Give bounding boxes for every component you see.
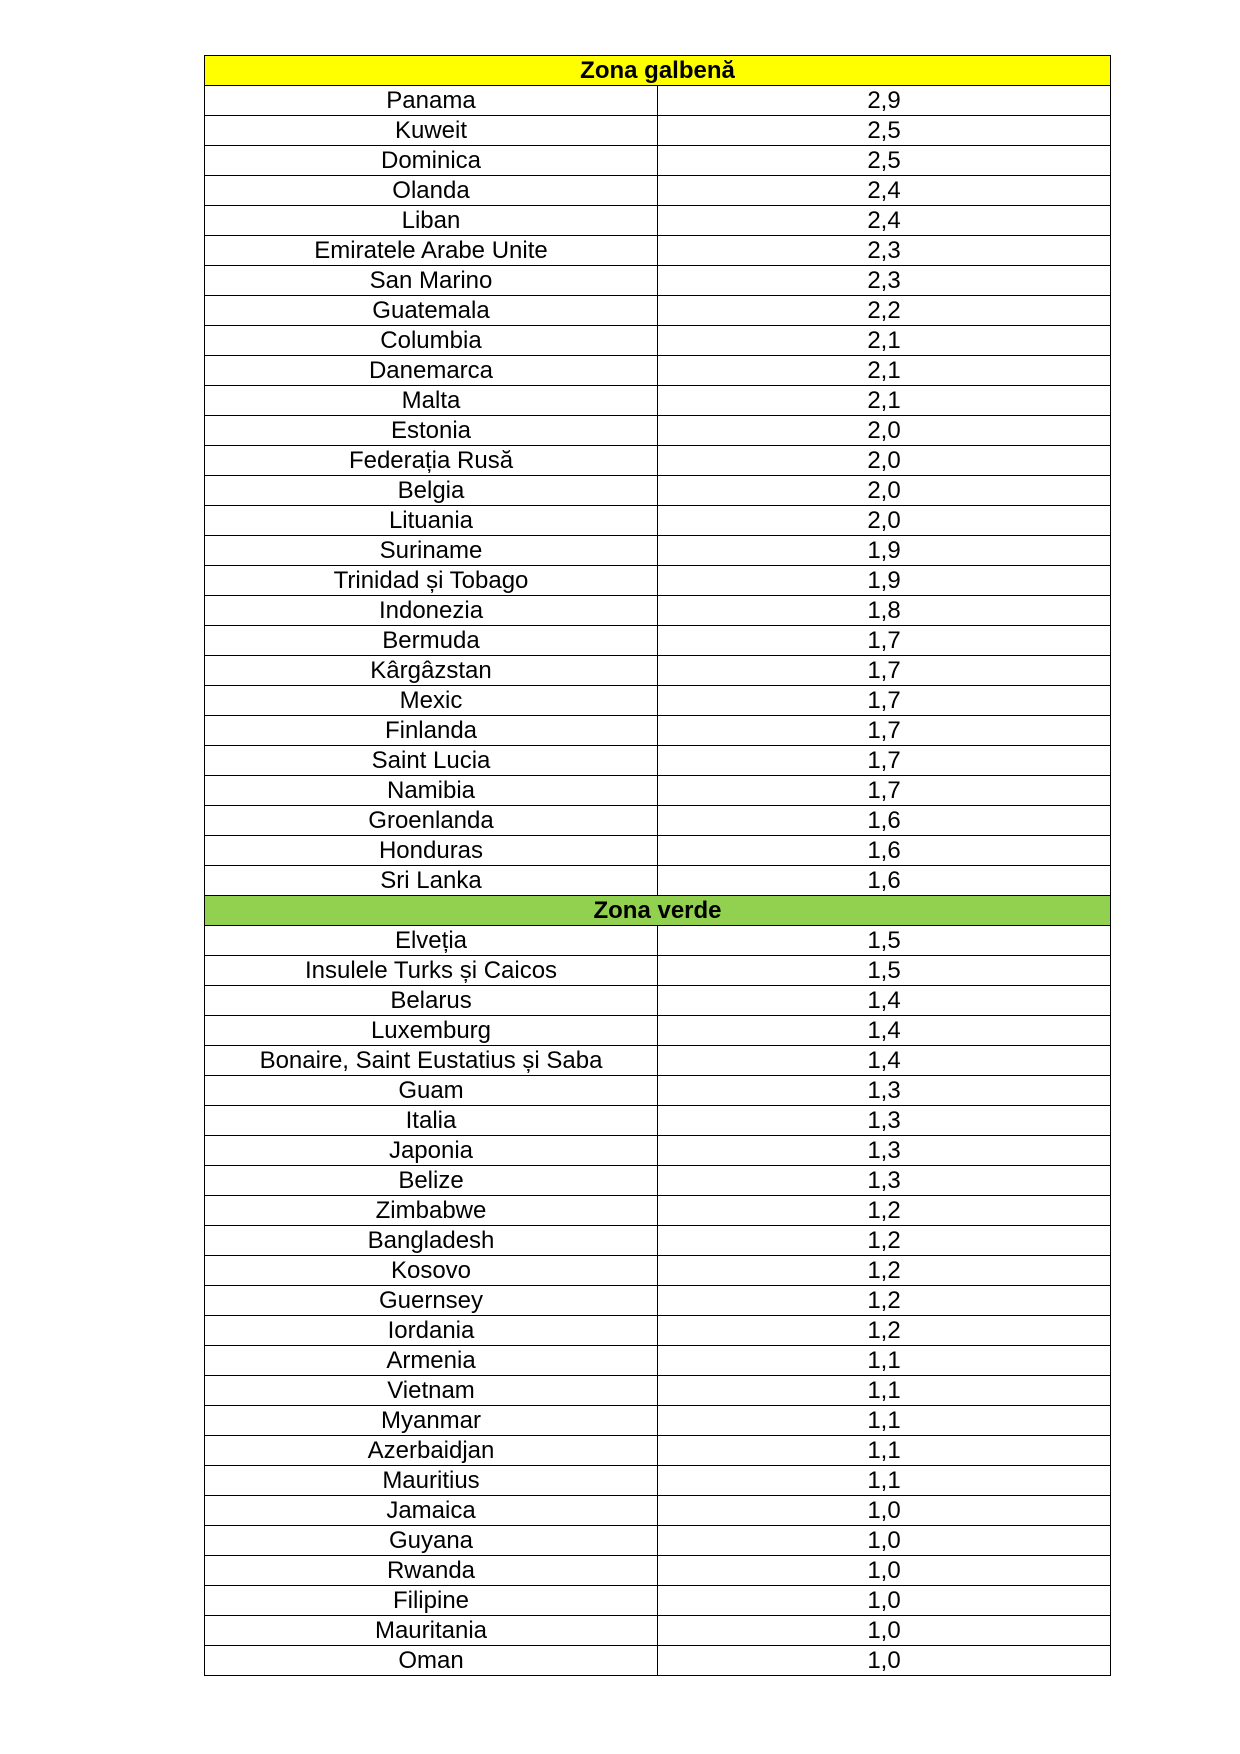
table-row: [205, 326, 1111, 356]
value-cell: 1,3: [658, 1136, 1111, 1166]
value-cell: 1,2: [658, 1316, 1111, 1346]
country-cell: Myanmar: [205, 1406, 658, 1436]
value-cell: 1,1: [658, 1466, 1111, 1496]
country-cell: Bermuda: [205, 626, 658, 656]
table-row: [205, 1196, 1111, 1226]
table-row: [205, 176, 1111, 206]
table-row: [205, 1616, 1111, 1646]
country-cell: Dominica: [205, 146, 658, 176]
value-cell: 1,7: [658, 746, 1111, 776]
table-row: [205, 926, 1111, 956]
table-row: [205, 206, 1111, 236]
country-cell: Bangladesh: [205, 1226, 658, 1256]
country-cell: Azerbaidjan: [205, 1436, 658, 1466]
table-row: [205, 1646, 1111, 1676]
value-cell: 2,1: [658, 326, 1111, 356]
country-cell: Zimbabwe: [205, 1196, 658, 1226]
value-cell: 1,1: [658, 1376, 1111, 1406]
value-cell: 1,3: [658, 1106, 1111, 1136]
value-cell: 1,1: [658, 1436, 1111, 1466]
value-cell: 1,4: [658, 1046, 1111, 1076]
table-row: [205, 146, 1111, 176]
value-cell: 1,4: [658, 1016, 1111, 1046]
country-cell: Finlanda: [205, 716, 658, 746]
table-row: [205, 1556, 1111, 1586]
table-row: [205, 296, 1111, 326]
value-cell: 1,7: [658, 656, 1111, 686]
country-cell: Japonia: [205, 1136, 658, 1166]
country-cell: Vietnam: [205, 1376, 658, 1406]
table-row: [205, 1346, 1111, 1376]
value-cell: 2,1: [658, 386, 1111, 416]
value-cell: 1,1: [658, 1406, 1111, 1436]
value-cell: 1,2: [658, 1226, 1111, 1256]
value-cell: 1,2: [658, 1286, 1111, 1316]
table-row: [205, 1076, 1111, 1106]
table-row: [205, 776, 1111, 806]
table-row: [205, 476, 1111, 506]
table-row: [205, 656, 1111, 686]
table-row: [205, 1226, 1111, 1256]
country-cell: Liban: [205, 206, 658, 236]
value-cell: 1,0: [658, 1616, 1111, 1646]
table-row: [205, 1256, 1111, 1286]
country-zone-table: [204, 55, 1111, 1676]
value-cell: 1,0: [658, 1556, 1111, 1586]
value-cell: 1,3: [658, 1166, 1111, 1196]
country-cell: Oman: [205, 1646, 658, 1676]
table-row: [205, 1016, 1111, 1046]
section-header-row: [205, 896, 1111, 926]
country-cell: Saint Lucia: [205, 746, 658, 776]
country-cell: Olanda: [205, 176, 658, 206]
table-row: [205, 746, 1111, 776]
table-row: [205, 566, 1111, 596]
table-row: [205, 1376, 1111, 1406]
country-cell: Elveția: [205, 926, 658, 956]
value-cell: 1,2: [658, 1196, 1111, 1226]
value-cell: 1,1: [658, 1346, 1111, 1376]
value-cell: 1,0: [658, 1586, 1111, 1616]
country-cell: Emiratele Arabe Unite: [205, 236, 658, 266]
country-cell: Danemarca: [205, 356, 658, 386]
table-row: [205, 716, 1111, 746]
country-cell: Groenlanda: [205, 806, 658, 836]
table-row: [205, 446, 1111, 476]
country-cell: Sri Lanka: [205, 866, 658, 896]
country-cell: Guyana: [205, 1526, 658, 1556]
value-cell: 1,8: [658, 596, 1111, 626]
table-row: [205, 1106, 1111, 1136]
country-cell: Italia: [205, 1106, 658, 1136]
country-cell: Estonia: [205, 416, 658, 446]
table-row: [205, 1466, 1111, 1496]
table-row: [205, 1526, 1111, 1556]
country-cell: Namibia: [205, 776, 658, 806]
country-cell: Filipine: [205, 1586, 658, 1616]
value-cell: 1,7: [658, 716, 1111, 746]
value-cell: 2,0: [658, 446, 1111, 476]
value-cell: 1,6: [658, 866, 1111, 896]
country-cell: Armenia: [205, 1346, 658, 1376]
country-cell: Honduras: [205, 836, 658, 866]
country-cell: Luxemburg: [205, 1016, 658, 1046]
table-row: [205, 1166, 1111, 1196]
country-cell: Panama: [205, 86, 658, 116]
table-row: [205, 1316, 1111, 1346]
value-cell: 1,0: [658, 1526, 1111, 1556]
value-cell: 1,3: [658, 1076, 1111, 1106]
value-cell: 1,7: [658, 626, 1111, 656]
value-cell: 1,9: [658, 566, 1111, 596]
table-row: [205, 1136, 1111, 1166]
table-row: [205, 806, 1111, 836]
value-cell: 1,7: [658, 776, 1111, 806]
value-cell: 1,0: [658, 1646, 1111, 1676]
table-row: [205, 1586, 1111, 1616]
table-row: [205, 1406, 1111, 1436]
table-row: [205, 986, 1111, 1016]
country-cell: Mauritius: [205, 1466, 658, 1496]
value-cell: 1,0: [658, 1496, 1111, 1526]
country-cell: Jamaica: [205, 1496, 658, 1526]
table-row: [205, 596, 1111, 626]
value-cell: 1,4: [658, 986, 1111, 1016]
value-cell: 1,6: [658, 806, 1111, 836]
table-row: [205, 236, 1111, 266]
value-cell: 2,4: [658, 176, 1111, 206]
country-cell: Kuweit: [205, 116, 658, 146]
table-row: [205, 1436, 1111, 1466]
value-cell: 2,5: [658, 146, 1111, 176]
table-row: [205, 686, 1111, 716]
value-cell: 2,2: [658, 296, 1111, 326]
table-row: [205, 866, 1111, 896]
country-cell: Rwanda: [205, 1556, 658, 1586]
table-row: [205, 116, 1111, 146]
country-cell: Suriname: [205, 536, 658, 566]
country-cell: Lituania: [205, 506, 658, 536]
country-cell: Iordania: [205, 1316, 658, 1346]
table-row: [205, 536, 1111, 566]
value-cell: 1,9: [658, 536, 1111, 566]
country-cell: Belarus: [205, 986, 658, 1016]
table-row: [205, 956, 1111, 986]
table-row: [205, 416, 1111, 446]
value-cell: 1,7: [658, 686, 1111, 716]
country-cell: Belize: [205, 1166, 658, 1196]
country-cell: Guatemala: [205, 296, 658, 326]
table-row: [205, 1496, 1111, 1526]
value-cell: 2,0: [658, 506, 1111, 536]
country-cell: Indonezia: [205, 596, 658, 626]
table-body: [205, 56, 1111, 1676]
country-cell: Kosovo: [205, 1256, 658, 1286]
value-cell: 2,0: [658, 416, 1111, 446]
table-row: [205, 386, 1111, 416]
value-cell: 1,5: [658, 956, 1111, 986]
value-cell: 1,6: [658, 836, 1111, 866]
section-title: Zona verde: [205, 896, 1111, 926]
table-row: [205, 626, 1111, 656]
table-row: [205, 266, 1111, 296]
country-cell: San Marino: [205, 266, 658, 296]
country-cell: Malta: [205, 386, 658, 416]
table-row: [205, 86, 1111, 116]
country-cell: Insulele Turks și Caicos: [205, 956, 658, 986]
value-cell: 2,5: [658, 116, 1111, 146]
table-row: [205, 506, 1111, 536]
section-title: Zona galbenă: [205, 56, 1111, 86]
value-cell: 2,3: [658, 266, 1111, 296]
value-cell: 1,5: [658, 926, 1111, 956]
country-cell: Columbia: [205, 326, 658, 356]
section-header-row: [205, 56, 1111, 86]
country-cell: Federația Rusă: [205, 446, 658, 476]
table-row: [205, 836, 1111, 866]
table-row: [205, 1286, 1111, 1316]
value-cell: 2,4: [658, 206, 1111, 236]
table-row: [205, 356, 1111, 386]
value-cell: 2,3: [658, 236, 1111, 266]
country-cell: Belgia: [205, 476, 658, 506]
country-cell: Guam: [205, 1076, 658, 1106]
country-cell: Mauritania: [205, 1616, 658, 1646]
table-row: [205, 1046, 1111, 1076]
value-cell: 2,1: [658, 356, 1111, 386]
value-cell: 1,2: [658, 1256, 1111, 1286]
value-cell: 2,0: [658, 476, 1111, 506]
country-cell: Mexic: [205, 686, 658, 716]
country-cell: Guernsey: [205, 1286, 658, 1316]
value-cell: 2,9: [658, 86, 1111, 116]
country-cell: Bonaire, Saint Eustatius și Saba: [205, 1046, 658, 1076]
country-cell: Trinidad și Tobago: [205, 566, 658, 596]
country-cell: Kârgâzstan: [205, 656, 658, 686]
